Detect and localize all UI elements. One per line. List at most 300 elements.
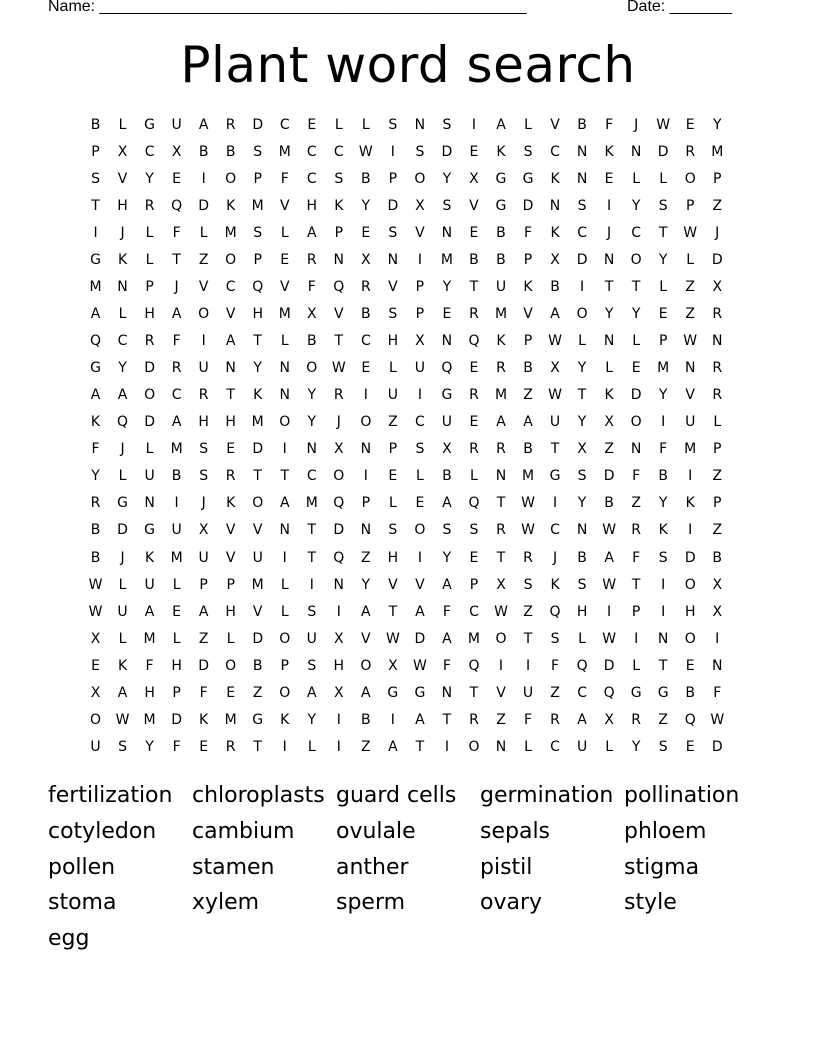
grid-letter[interactable]: I [201,171,206,188]
grid-letter[interactable]: P [334,225,344,242]
grid-letter[interactable]: C [117,333,128,350]
grid-letter[interactable]: Y [307,711,317,728]
grid-letter[interactable]: G [117,495,128,512]
grid-letter[interactable]: I [336,711,341,728]
grid-letter[interactable]: P [199,576,208,593]
grid-letter[interactable]: M [467,630,480,647]
grid-letter[interactable]: B [469,252,479,269]
grid-letter[interactable]: E [469,414,479,431]
grid-letter[interactable]: T [280,468,290,485]
grid-letter[interactable]: N [630,441,642,458]
grid-letter[interactable]: V [225,306,236,323]
grid-letter[interactable]: S [658,738,668,755]
grid-letter[interactable]: B [171,468,182,485]
grid-letter[interactable]: L [361,117,370,133]
grid-letter[interactable]: X [496,576,506,593]
grid-letter[interactable]: S [442,198,452,215]
grid-letter[interactable]: P [713,171,722,188]
grid-letter[interactable]: O [630,252,642,269]
grid-letter[interactable]: H [387,549,399,566]
grid-letter[interactable]: N [495,738,507,755]
grid-letter[interactable]: B [658,468,668,485]
grid-letter[interactable]: D [252,441,264,458]
grid-letter[interactable]: V [415,225,425,242]
grid-letter[interactable]: A [415,603,425,620]
grid-letter[interactable]: A [361,603,371,620]
grid-letter[interactable]: Y [712,117,722,133]
grid-letter[interactable]: P [226,576,235,593]
grid-letter[interactable]: L [118,117,127,133]
grid-letter[interactable]: Y [145,738,154,755]
grid-letter[interactable]: I [552,495,558,512]
grid-letter[interactable]: I [282,738,287,755]
grid-letter[interactable]: F [632,468,641,485]
grid-letter[interactable]: H [576,603,588,620]
grid-letter[interactable]: R [469,306,479,323]
grid-letter[interactable]: D [711,738,723,755]
grid-letter[interactable]: Q [333,549,345,566]
grid-letter[interactable]: I [661,603,666,620]
grid-letter[interactable]: W [88,576,103,593]
grid-letter[interactable]: L [388,495,397,512]
grid-letter[interactable]: E [91,657,100,674]
grid-letter[interactable]: S [334,171,344,188]
grid-letter[interactable]: E [172,603,182,620]
grid-letter[interactable]: I [634,630,639,647]
grid-letter[interactable]: L [280,603,289,620]
grid-letter[interactable]: Y [145,171,154,188]
grid-letter[interactable]: W [683,225,698,242]
grid-letter[interactable]: T [577,387,587,404]
grid-letter[interactable]: L [145,252,154,269]
grid-letter[interactable]: G [252,711,264,728]
grid-letter[interactable]: I [390,144,395,161]
grid-letter[interactable]: J [174,279,179,296]
grid-letter[interactable]: G [144,522,155,539]
grid-letter[interactable]: X [604,414,614,431]
grid-letter[interactable]: W [358,144,373,161]
grid-letter[interactable]: Z [496,711,506,728]
grid-letter[interactable]: X [604,711,614,728]
grid-letter[interactable]: I [661,414,666,431]
grid-letter[interactable]: N [360,522,372,539]
grid-letter[interactable]: E [307,117,317,133]
grid-letter[interactable]: S [550,630,560,647]
grid-letter[interactable]: D [171,711,182,728]
grid-letter[interactable]: P [172,684,181,701]
grid-letter[interactable]: M [278,306,291,323]
grid-letter[interactable]: X [469,171,479,188]
grid-letter[interactable]: E [361,360,371,377]
grid-letter[interactable]: P [469,576,479,593]
grid-letter[interactable]: I [282,549,287,566]
grid-letter[interactable]: K [253,387,263,404]
grid-letter[interactable]: S [577,198,587,215]
grid-letter[interactable]: T [631,279,641,296]
grid-letter[interactable]: U [171,522,182,539]
grid-letter[interactable]: S [253,225,263,242]
grid-letter[interactable]: R [225,468,236,485]
grid-letter[interactable]: Y [118,360,127,377]
grid-letter[interactable]: I [363,468,368,485]
grid-letter[interactable]: O [684,171,696,188]
grid-letter[interactable]: G [522,171,534,188]
grid-letter[interactable]: C [144,144,155,161]
grid-letter[interactable]: Y [307,414,317,431]
grid-letter[interactable]: Z [252,684,263,701]
grid-letter[interactable]: B [225,144,236,161]
grid-letter[interactable]: X [712,279,723,296]
grid-letter[interactable]: A [279,495,290,512]
grid-letter[interactable]: E [469,144,479,161]
grid-letter[interactable]: X [550,360,560,377]
grid-letter[interactable]: Y [361,576,371,593]
grid-letter[interactable]: G [90,360,101,377]
grid-letter[interactable]: R [225,738,236,755]
grid-letter[interactable]: H [171,657,182,674]
grid-letter[interactable]: N [333,576,345,593]
grid-letter[interactable]: A [144,603,155,620]
grid-letter[interactable]: L [118,630,127,647]
grid-letter[interactable]: Z [523,387,533,404]
grid-letter[interactable]: X [361,252,371,269]
grid-letter[interactable]: R [712,387,723,404]
grid-letter[interactable]: Z [712,522,723,539]
grid-letter[interactable]: A [90,387,101,404]
grid-letter[interactable]: L [605,738,614,755]
grid-letter[interactable]: F [307,279,316,296]
grid-letter[interactable]: K [604,144,614,161]
grid-letter[interactable]: E [442,306,452,323]
grid-letter[interactable]: O [225,657,237,674]
grid-letter[interactable]: R [496,522,506,539]
grid-letter[interactable]: W [602,522,617,539]
grid-letter[interactable]: U [144,468,155,485]
grid-letter[interactable]: S [415,144,425,161]
grid-letter[interactable]: D [711,252,723,269]
grid-letter[interactable]: L [145,441,154,458]
grid-letter[interactable]: H [225,414,236,431]
grid-letter[interactable]: L [145,225,154,242]
grid-letter[interactable]: K [523,279,533,296]
grid-letter[interactable]: O [279,630,291,647]
grid-letter[interactable]: R [496,360,506,377]
grid-letter[interactable]: S [388,225,398,242]
grid-letter[interactable]: D [252,630,264,647]
grid-letter[interactable]: C [360,333,371,350]
grid-letter[interactable]: E [172,171,182,188]
grid-letter[interactable]: A [415,711,425,728]
grid-letter[interactable]: P [388,171,398,188]
grid-letter[interactable]: E [469,225,479,242]
grid-letter[interactable]: C [550,522,560,539]
grid-letter[interactable]: I [390,711,395,728]
grid-letter[interactable]: K [144,549,155,566]
grid-letter[interactable]: M [143,630,156,647]
grid-letter[interactable]: D [414,630,426,647]
grid-letter[interactable]: U [387,387,398,404]
grid-letter[interactable]: V [388,576,398,593]
grid-letter[interactable]: E [199,738,209,755]
grid-letter[interactable]: Q [549,603,561,620]
grid-letter[interactable]: C [577,684,587,701]
grid-letter[interactable]: N [441,225,453,242]
grid-letter[interactable]: E [469,360,479,377]
grid-letter[interactable]: Y [442,279,452,296]
grid-letter[interactable]: S [658,549,668,566]
grid-letter[interactable]: I [661,576,666,593]
grid-letter[interactable]: Q [603,684,615,701]
grid-letter[interactable]: M [657,360,670,377]
grid-letter[interactable]: O [630,414,642,431]
grid-letter[interactable]: G [387,684,399,701]
grid-letter[interactable]: E [415,495,425,512]
grid-letter[interactable]: T [469,684,479,701]
grid-letter[interactable]: C [469,603,479,620]
grid-letter[interactable]: T [307,549,317,566]
grid-letter[interactable]: Z [361,738,371,755]
grid-letter[interactable]: T [658,657,668,674]
grid-letter[interactable]: K [496,144,506,161]
grid-letter[interactable]: P [713,441,722,458]
grid-letter[interactable]: W [88,603,103,620]
grid-letter[interactable]: Y [658,387,668,404]
grid-letter[interactable]: Q [441,360,453,377]
grid-letter[interactable]: Y [631,306,641,323]
grid-letter[interactable]: N [441,684,453,701]
grid-letter[interactable]: V [279,279,290,296]
grid-letter[interactable]: N [279,522,290,539]
grid-letter[interactable]: L [118,306,127,323]
grid-letter[interactable]: H [387,333,399,350]
grid-letter[interactable]: P [388,441,398,458]
grid-letter[interactable]: O [279,414,291,431]
grid-letter[interactable]: T [253,468,262,485]
grid-letter[interactable]: W [521,522,535,539]
grid-letter[interactable]: S [577,468,587,485]
grid-letter[interactable]: E [685,738,695,755]
grid-letter[interactable]: L [524,738,532,755]
grid-letter[interactable]: S [118,738,127,755]
grid-letter[interactable]: F [199,684,208,701]
grid-letter[interactable]: U [171,117,182,133]
grid-letter[interactable]: O [198,306,210,323]
grid-letter[interactable]: N [144,495,155,512]
grid-letter[interactable]: U [441,414,453,431]
grid-letter[interactable]: D [603,657,615,674]
grid-letter[interactable]: L [118,576,127,593]
grid-letter[interactable]: N [684,360,696,377]
grid-letter[interactable]: L [307,738,316,755]
grid-letter[interactable]: R [550,711,560,728]
date-field-label[interactable]: Date: _______ [627,0,732,15]
grid-letter[interactable]: P [415,306,425,323]
grid-letter[interactable]: D [252,117,264,133]
grid-letter[interactable]: O [576,306,588,323]
grid-letter[interactable]: X [388,657,398,674]
grid-letter[interactable]: I [93,225,98,242]
grid-letter[interactable]: P [253,171,262,188]
grid-letter[interactable]: Q [576,657,588,674]
grid-letter[interactable]: T [91,198,100,215]
grid-letter[interactable]: L [578,630,586,647]
grid-letter[interactable]: C [306,468,317,485]
grid-letter[interactable]: A [361,684,371,701]
grid-letter[interactable]: K [604,387,614,404]
grid-letter[interactable]: J [715,225,720,242]
grid-letter[interactable]: T [442,711,452,728]
grid-letter[interactable]: J [120,441,125,458]
grid-letter[interactable]: C [306,144,317,161]
grid-letter[interactable]: B [577,117,587,133]
grid-letter[interactable]: I [174,495,179,512]
grid-letter[interactable]: U [495,279,507,296]
grid-letter[interactable]: I [471,117,477,133]
grid-letter[interactable]: R [712,360,723,377]
grid-letter[interactable]: L [118,468,127,485]
grid-letter[interactable]: O [360,414,372,431]
grid-letter[interactable]: P [145,279,154,296]
grid-letter[interactable]: O [360,657,372,674]
grid-letter[interactable]: D [144,360,155,377]
grid-letter[interactable]: M [278,144,291,161]
grid-letter[interactable]: I [607,603,612,620]
grid-letter[interactable]: N [576,171,588,188]
grid-letter[interactable]: Y [307,387,317,404]
grid-letter[interactable]: M [170,441,183,458]
grid-letter[interactable]: H [117,198,128,215]
grid-letter[interactable]: K [90,414,101,431]
grid-letter[interactable]: A [90,306,101,323]
grid-letter[interactable]: Z [198,630,209,647]
grid-letter[interactable]: G [441,387,453,404]
grid-letter[interactable]: N [441,333,453,350]
grid-letter[interactable]: G [630,684,642,701]
grid-letter[interactable]: C [306,171,317,188]
grid-letter[interactable]: T [415,738,425,755]
grid-letter[interactable]: F [659,441,668,458]
grid-letter[interactable]: O [414,522,426,539]
grid-letter[interactable]: D [603,468,615,485]
grid-letter[interactable]: S [388,117,398,133]
grid-letter[interactable]: M [224,711,237,728]
grid-letter[interactable]: R [144,333,155,350]
grid-letter[interactable]: L [578,333,586,350]
grid-letter[interactable]: K [658,522,668,539]
grid-letter[interactable]: L [713,414,722,431]
grid-letter[interactable]: C [171,387,182,404]
grid-letter[interactable]: F [605,117,614,133]
grid-letter[interactable]: R [469,711,479,728]
grid-letter[interactable]: X [334,630,344,647]
grid-letter[interactable]: D [684,549,696,566]
grid-letter[interactable]: F [551,657,560,674]
grid-letter[interactable]: B [361,711,371,728]
grid-letter[interactable]: Y [631,198,641,215]
grid-letter[interactable]: O [495,630,507,647]
grid-letter[interactable]: R [333,387,344,404]
grid-letter[interactable]: S [253,144,263,161]
grid-letter[interactable]: T [631,576,641,593]
grid-letter[interactable]: O [279,684,291,701]
grid-letter[interactable]: F [172,333,181,350]
grid-letter[interactable]: N [495,468,507,485]
grid-letter[interactable]: F [523,225,533,242]
grid-letter[interactable]: V [198,279,209,296]
grid-letter[interactable]: V [469,198,479,215]
grid-letter[interactable]: A [442,495,452,512]
grid-letter[interactable]: U [198,549,209,566]
grid-letter[interactable]: P [631,603,641,620]
grid-letter[interactable]: O [414,171,426,188]
grid-letter[interactable]: K [280,711,290,728]
grid-letter[interactable]: L [470,468,478,485]
grid-letter[interactable]: C [415,414,425,431]
grid-letter[interactable]: M [251,198,264,215]
grid-letter[interactable]: J [120,549,125,566]
grid-letter[interactable]: N [225,360,236,377]
grid-letter[interactable]: B [442,468,452,485]
grid-letter[interactable]: Z [631,495,641,512]
grid-letter[interactable]: X [442,441,452,458]
grid-letter[interactable]: Z [388,414,398,431]
grid-letter[interactable]: C [225,279,236,296]
grid-letter[interactable]: N [576,522,588,539]
grid-letter[interactable]: S [307,603,317,620]
grid-letter[interactable]: K [496,333,506,350]
grid-letter[interactable]: W [683,333,698,350]
grid-letter[interactable]: T [496,549,506,566]
grid-letter[interactable]: A [171,306,182,323]
grid-letter[interactable]: L [686,252,695,269]
grid-letter[interactable]: Y [577,360,587,377]
grid-letter[interactable]: Y [442,549,452,566]
grid-letter[interactable]: D [522,198,534,215]
grid-letter[interactable]: L [524,117,532,133]
grid-letter[interactable]: U [522,684,534,701]
grid-letter[interactable]: X [415,333,425,350]
grid-letter[interactable]: Q [171,198,183,215]
grid-letter[interactable]: L [334,117,343,133]
grid-letter[interactable]: V [252,603,263,620]
grid-letter[interactable]: A [577,711,587,728]
grid-letter[interactable]: N [711,333,723,350]
grid-letter[interactable]: G [495,171,507,188]
grid-letter[interactable]: N [711,657,723,674]
grid-letter[interactable]: L [415,468,424,485]
grid-letter[interactable]: T [604,279,614,296]
grid-letter[interactable]: E [685,117,695,133]
grid-letter[interactable]: L [172,576,181,593]
grid-letter[interactable]: L [280,225,289,242]
grid-letter[interactable]: B [198,144,209,161]
grid-letter[interactable]: I [201,333,206,350]
grid-letter[interactable]: A [442,630,452,647]
grid-letter[interactable]: N [279,387,290,404]
grid-letter[interactable]: Q [468,657,480,674]
grid-letter[interactable]: R [360,279,371,296]
grid-letter[interactable]: B [90,117,101,133]
grid-letter[interactable]: Y [577,495,587,512]
grid-letter[interactable]: I [580,279,585,296]
grid-letter[interactable]: A [523,414,533,431]
grid-letter[interactable]: R [496,441,506,458]
grid-letter[interactable]: B [306,333,317,350]
grid-letter[interactable]: I [715,630,720,647]
grid-letter[interactable]: Y [604,306,614,323]
grid-letter[interactable]: O [306,360,318,377]
grid-letter[interactable]: C [550,144,560,161]
